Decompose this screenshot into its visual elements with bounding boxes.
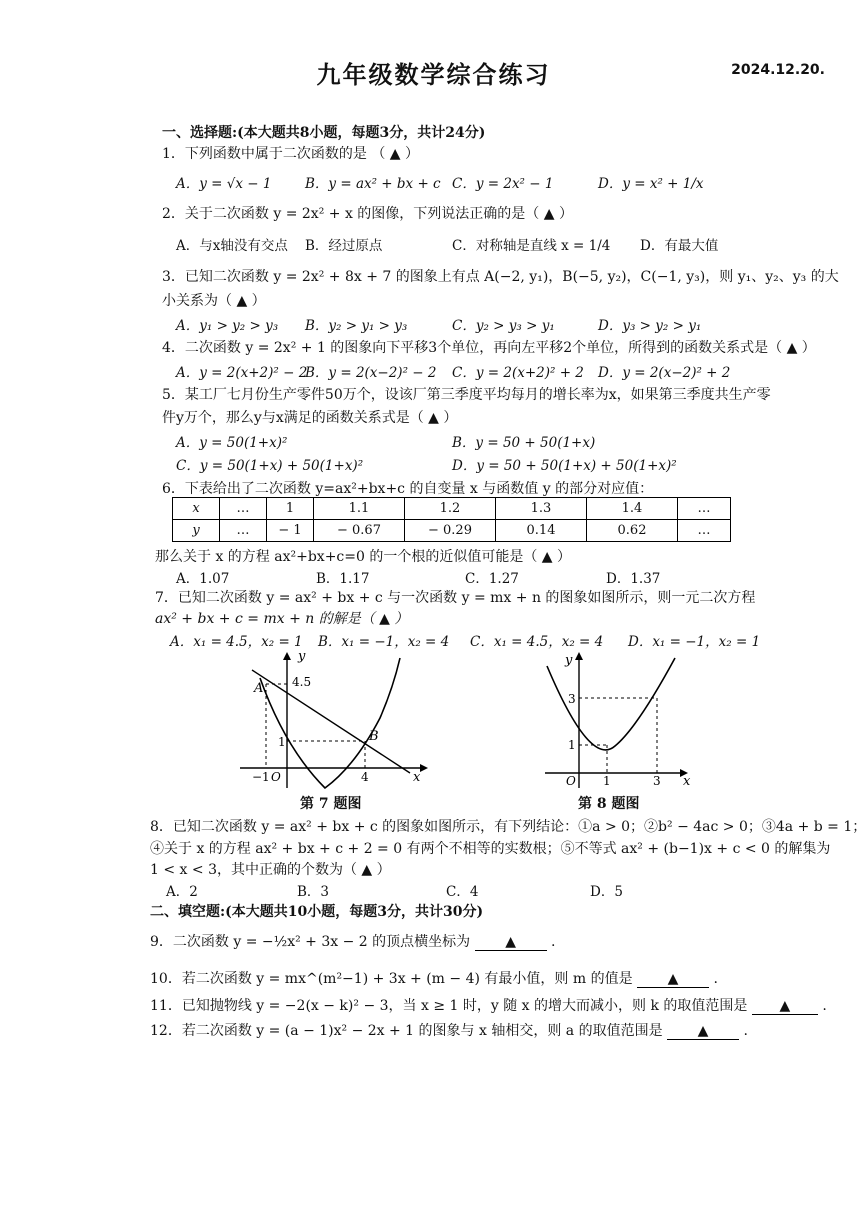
tick-4-5: 4.5 [292,675,312,689]
q3-option-a: A．y₁ > y₂ > y₃ [176,318,279,334]
q9-end: . [551,934,556,950]
section-heading-fill: 二、填空题:(本大题共10小题，每题3分，共计30分) [150,904,484,920]
q7-option-c: C．x₁ = 4.5，x₂ = 4 [470,634,604,650]
q8-stem-line1: 8．已知二次函数 y = ax² + bx + c 的图象如图所示，有下列结论：①a > 0；②b² − 4ac > 0；③4a + b = 1； [150,819,867,835]
page-title: 九年级数学综合练习 [316,61,551,89]
table-cell: − 1 [267,520,314,542]
q8-option-c: C．4 [446,884,479,900]
figure-7-caption: 第 7 题图 [300,796,362,812]
q1-option-b: B．y = ax² + bx + c [305,176,441,192]
q4-option-c: C．y = 2(x+2)² + 2 [452,365,584,381]
table-cell: … [220,520,267,542]
table-cell: 1 [267,498,314,520]
q2-option-c: C．对称轴是直线 x = 1/4 [452,238,611,254]
linear-function-line [252,670,410,773]
q7-option-b: B．x₁ = −1，x₂ = 4 [318,634,450,650]
table-row-y [173,520,731,542]
q11-line [150,995,827,1015]
tick-x-4: 4 [361,770,369,784]
q3-stem-line2: 小关系为（ ▲ ） [162,293,266,309]
q3-option-c: C．y₂ > y₃ > y₁ [452,318,555,334]
q11-end: . [822,998,827,1014]
table-cell: 1.1 [314,498,405,520]
q2-option-b: B．经过原点 [305,238,383,254]
x-axis-label: x [413,770,421,785]
q1-option-a: A．y = √x − 1 [176,176,272,192]
q1-option-c: C．y = 2x² − 1 [452,176,554,192]
table-cell: x [173,498,220,520]
q1-stem: 1．下列函数中属于二次函数的是 （ ▲ ） [162,146,420,162]
table-row-x [173,498,731,520]
q8-option-b: B．3 [297,884,330,900]
q8-option-d: D．5 [590,884,623,900]
q5-stem-line1: 5．某工厂七月份生产零件50万个，设该厂第三季度平均每月的增长率为x，如果第三季度共生产零 [162,387,771,403]
q9-answer-blank[interactable]: ▲ [475,934,547,951]
figure-8-caption: 第 8 题图 [578,796,640,812]
q3-stem-line1: 3．已知二次函数 y = 2x² + 8x + 7 的图象上有点 A(−2, y₁)，B(−5, y₂)，C(−1, y₃)，则 y₁、y₂、y₃ 的大 [162,269,839,285]
table-cell: 1.2 [405,498,496,520]
figure-8 [535,648,705,793]
q12-answer-blank[interactable]: ▲ [667,1023,739,1040]
table-cell: … [678,520,731,542]
point-a-label: A [254,681,264,696]
origin-label: O [566,774,576,788]
tick-x-1: 1 [603,774,611,788]
q7-option-d: D．x₁ = −1，x₂ = 1 [628,634,761,650]
table-cell: − 0.67 [314,520,405,542]
q7-option-a: A．x₁ = 4.5，x₂ = 1 [170,634,303,650]
origin-label: O [271,770,281,784]
q7-stem-line1: 7．已知二次函数 y = ax² + bx + c 与一次函数 y = mx + n 的图象如图所示，则一元二次方程 [155,590,756,606]
table-cell: 1.4 [587,498,678,520]
q8-stem-line2: ④关于 x 的方程 ax² + bx + c + 2 = 0 有两个不相等的实数根；⑤不等式 ax² + (b−1)x + c < 0 的解集为 [150,841,831,857]
q7-stem-line2: ax² + bx + c = mx + n 的解是（ ▲ ） [155,611,409,627]
table-cell: 0.62 [587,520,678,542]
x-axis-label: x [683,774,691,789]
q5-stem-line2: 件y万个，那么y与x满足的函数关系式是（ ▲ ） [162,410,458,426]
q1-option-d: D．y = x² + 1/x [598,176,704,192]
tick-y-3: 3 [568,692,576,706]
q11-stem: 11．已知抛物线 y = −2(x − k)² − 3，当 x ≥ 1 时，y 随 x 的增大而减小，则 k 的取值范围是 [150,998,748,1014]
q10-answer-blank[interactable]: ▲ [637,971,709,988]
q5-option-a: A．y = 50(1+x)² [176,435,288,451]
q6-stem: 6．下表给出了二次函数 y=ax²+bx+c 的自变量 x 与函数值 y 的部分对应值： [162,481,654,497]
q9-stem: 9．二次函数 y = −½x² + 3x − 2 的顶点横坐标为 [150,934,471,950]
tick-x-minus-1: −1 [252,770,270,784]
q3-option-b: B．y₂ > y₁ > y₃ [305,318,408,334]
q12-line [150,1020,748,1040]
value-table [172,497,731,542]
figure-7 [230,648,430,793]
q6-option-a: A．1.07 [176,571,230,587]
q12-end: . [743,1023,748,1039]
q6-option-c: C．1.27 [465,571,519,587]
q10-end: . [713,971,718,987]
q11-answer-blank[interactable]: ▲ [752,998,818,1015]
table-cell: − 0.29 [405,520,496,542]
q10-line [150,968,718,988]
tick-y-1: 1 [278,735,286,749]
q10-stem: 10．若二次函数 y = mx^(m²−1) + 3x + (m − 4) 有最小值，则 m 的值是 [150,971,633,987]
y-axis-label: y [565,653,573,668]
q4-option-d: D．y = 2(x−2)² + 2 [598,365,731,381]
q6-option-d: D．1.37 [606,571,661,587]
q5-option-b: B．y = 50 + 50(1+x) [452,435,596,451]
q8-stem-line3: 1 < x < 3，其中正确的个数为（ ▲ ） [150,862,391,878]
tick-y-1: 1 [568,738,576,752]
table-cell: 1.3 [496,498,587,520]
q2-option-a: A．与x轴没有交点 [176,238,288,254]
x-axis-arrow [420,764,428,772]
q12-stem: 12．若二次函数 y = (a − 1)x² − 2x + 1 的图象与 x 轴相交，则 a 的取值范围是 [150,1023,663,1039]
y-axis-arrow [283,652,291,660]
q5-option-d: D．y = 50 + 50(1+x) + 50(1+x)² [452,458,677,474]
section-heading-choice: 一、选择题:(本大题共8小题，每题3分，共计24分) [162,125,486,141]
q4-stem: 4．二次函数 y = 2x² + 1 的图象向下平移3个单位，再向左平移2个单位，所得到的函数关系式是（ ▲ ） [162,340,816,356]
point-b-label: B [369,729,379,744]
exam-date: 2024.12.20. [731,62,825,78]
q2-stem: 2．关于二次函数 y = 2x² + x 的图像，下列说法正确的是（ ▲ ） [162,206,573,222]
q4-option-a: A．y = 2(x+2)² − 2 [176,365,308,381]
q5-option-c: C．y = 50(1+x) + 50(1+x)² [176,458,364,474]
table-cell: … [220,498,267,520]
q4-option-b: B．y = 2(x−2)² − 2 [305,365,437,381]
parabola-curve [547,658,675,750]
q9-line [150,931,556,951]
table-cell: 0.14 [496,520,587,542]
q6-option-b: B．1.17 [316,571,370,587]
y-axis-arrow [575,652,583,660]
q2-option-d: D．有最大值 [640,238,719,254]
y-axis-label: y [298,649,306,664]
table-cell: … [678,498,731,520]
table-cell: y [173,520,220,542]
q3-option-d: D．y₃ > y₂ > y₁ [598,318,702,334]
q8-option-a: A．2 [166,884,198,900]
tick-x-3: 3 [653,774,661,788]
q6-stem-line2: 那么关于 x 的方程 ax²+bx+c=0 的一个根的近似值可能是（ ▲ ） [155,549,572,565]
